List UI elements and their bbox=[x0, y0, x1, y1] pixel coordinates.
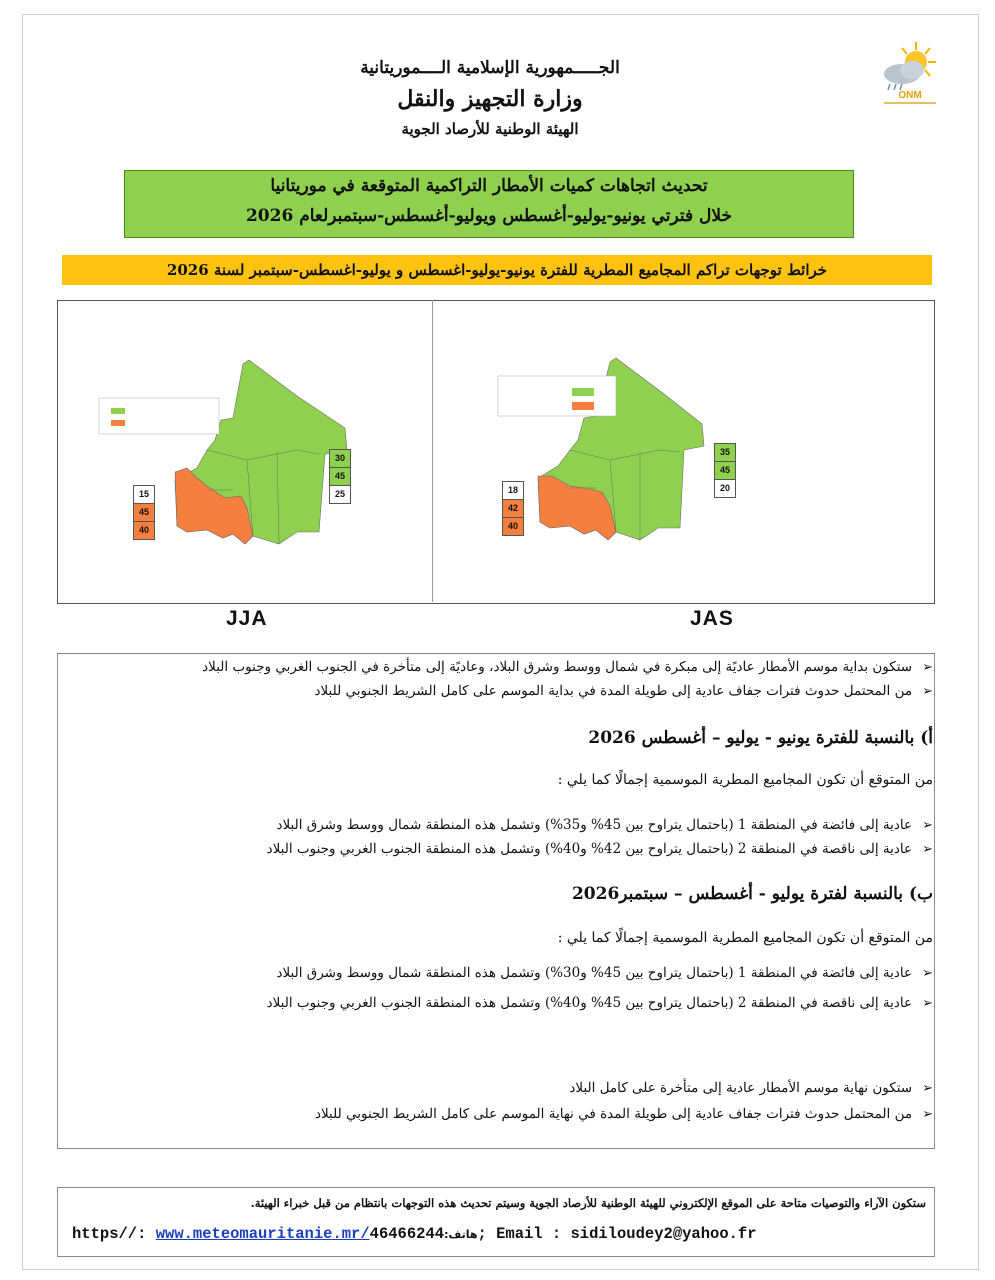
map-label-jas: JAS bbox=[690, 607, 734, 630]
map-jja bbox=[57, 300, 432, 602]
website-link[interactable]: www.meteomauritanie.mr/ bbox=[155, 1225, 370, 1243]
prob-below: 40 bbox=[133, 521, 155, 540]
section-b-intro: من المتوقع أن تكون المجاميع المطرية الموسمية إجمالًا كما يلي : bbox=[557, 930, 933, 946]
sun-cloud-icon bbox=[878, 38, 942, 110]
prob-normal: 42 bbox=[502, 499, 524, 518]
email-address[interactable]: sidiloudey2@yahoo.fr bbox=[570, 1225, 757, 1243]
map-legend bbox=[498, 376, 616, 416]
prob-normal: 45 bbox=[329, 467, 351, 486]
arrow-bullet-icon: ➢ bbox=[922, 660, 933, 675]
map-panel-jja bbox=[57, 300, 487, 602]
prob-normal: 45 bbox=[133, 503, 155, 522]
probability-box-zone-2 bbox=[502, 482, 524, 536]
agency-logo bbox=[878, 38, 942, 110]
arrow-bullet-icon: ➢ bbox=[922, 996, 933, 1011]
section-b-bullet: ➢عادية إلى ناقصة في المنطقة 2 (باحتمال يتراوح بين 45% و40%) وتشمل هذه المنطقة الجنوب الغربي وجنوب البلاد bbox=[267, 992, 933, 1015]
maps-banner: خرائط توجهات تراكم المجاميع المطرية للفترة يونيو-يوليو-اغسطس و يوليو-اغسطس-سبتمبر لسنة 2026 bbox=[62, 255, 932, 285]
probability-box-zone-1 bbox=[329, 450, 351, 504]
prob-above: 30 bbox=[329, 449, 351, 468]
arrow-bullet-icon: ➢ bbox=[922, 842, 933, 857]
map-legend bbox=[99, 398, 219, 434]
title-banner bbox=[124, 170, 854, 238]
prob-below: 40 bbox=[502, 517, 524, 536]
footer-note: ستكون الآراء والتوصيات متاحة على الموقع الإلكتروني للهيئة الوطنية للأرصاد الجوية وسيتم تحديث هذه التوجهات بانتظام من قبل خبراء الهيئة. bbox=[250, 1196, 926, 1210]
ministry-title: وزارة التجهيز والنقل bbox=[397, 86, 583, 112]
prob-above: 18 bbox=[502, 481, 524, 500]
republic-title: الجـــــمهورية الإسلامية الــــموريتانية bbox=[360, 58, 620, 78]
title-line-2: خلال فترتي يونيو-يوليو-أغسطس ويوليو-أغسطس-سبتمبرلعام 2026 bbox=[245, 206, 733, 226]
map-panel-jas bbox=[440, 300, 870, 602]
section-a-bullet: ➢عادية إلى ناقصة في المنطقة 2 (باحتمال يتراوح بين 42% و40%) وتشمل هذه المنطقة الجنوب الغربي وجنوب البلاد bbox=[267, 838, 933, 861]
probability-box-zone-1 bbox=[714, 444, 736, 498]
section-a-bullet: ➢عادية إلى فائضة في المنطقة 1 (باحتمال يتراوح بين 45% و35%) وتشمل هذه المنطقة شمال ووسط وشرق البلاد bbox=[276, 814, 933, 837]
agency-title: الهيئة الوطنية للأرصاد الجوية bbox=[401, 120, 579, 138]
prob-above: 15 bbox=[133, 485, 155, 504]
section-a-intro: من المتوقع أن تكون المجاميع المطرية الموسمية إجمالًا كما يلي : bbox=[557, 772, 933, 788]
arrow-bullet-icon: ➢ bbox=[922, 684, 933, 699]
header bbox=[300, 54, 680, 142]
section-a-heading: أ) بالنسبة للفترة يونيو - يوليو – أغسطس 2026 bbox=[588, 728, 933, 748]
arrow-bullet-icon: ➢ bbox=[922, 1107, 933, 1122]
footer-contact bbox=[72, 1225, 757, 1243]
arrow-bullet-icon: ➢ bbox=[922, 1081, 933, 1096]
footer bbox=[57, 1187, 935, 1257]
section-b-heading: ب) بالنسبة لفترة يوليو - أغسطس – سبتمبر2026 bbox=[571, 884, 933, 904]
intro-bullet: ➢ستكون بداية موسم الأمطار عاديًة إلى مبكرة في شمال ووسط وشرق البلاد، وعاديًة إلى متأخرة في الجنوب الغربي وجنوب البلاد bbox=[202, 656, 933, 679]
email-label: ; Email : bbox=[477, 1225, 571, 1243]
map-jas bbox=[440, 300, 740, 602]
end-bullet: ➢ستكون نهاية موسم الأمطار عادية إلى متأخرة على كامل البلاد bbox=[569, 1077, 933, 1100]
section-b-bullet: ➢عادية إلى فائضة في المنطقة 1 (باحتمال يتراوح بين 45% و30%) وتشمل هذه المنطقة شمال ووسط وشرق البلاد bbox=[276, 962, 933, 985]
svg-text:ONM: ONM bbox=[898, 90, 922, 101]
https-label: https//: bbox=[72, 1225, 156, 1243]
end-bullet: ➢من المحتمل حدوث فترات جفاف عادية إلى طويلة المدة في نهاية الموسم على كامل الشريط الجنوبي للبلاد bbox=[315, 1103, 933, 1126]
probability-box-zone-2 bbox=[133, 486, 155, 540]
prob-above: 35 bbox=[714, 443, 736, 462]
intro-bullet: ➢من المحتمل حدوث فترات جفاف عادية إلى طويلة المدة في بداية الموسم على كامل الشريط الجنوبي للبلاد bbox=[314, 680, 933, 703]
map-label-jja: JJA bbox=[226, 607, 268, 630]
prob-normal: 45 bbox=[714, 461, 736, 480]
phone-label: :هاتف bbox=[444, 1228, 478, 1241]
prob-below: 20 bbox=[714, 479, 736, 498]
arrow-bullet-icon: ➢ bbox=[922, 966, 933, 981]
phone-number: 46466244 bbox=[369, 1225, 445, 1243]
prob-below: 25 bbox=[329, 485, 351, 504]
title-line-1: تحديث اتجاهات كميات الأمطار التراكمية المتوقعة في موريتانيا bbox=[270, 176, 708, 196]
arrow-bullet-icon: ➢ bbox=[922, 818, 933, 833]
